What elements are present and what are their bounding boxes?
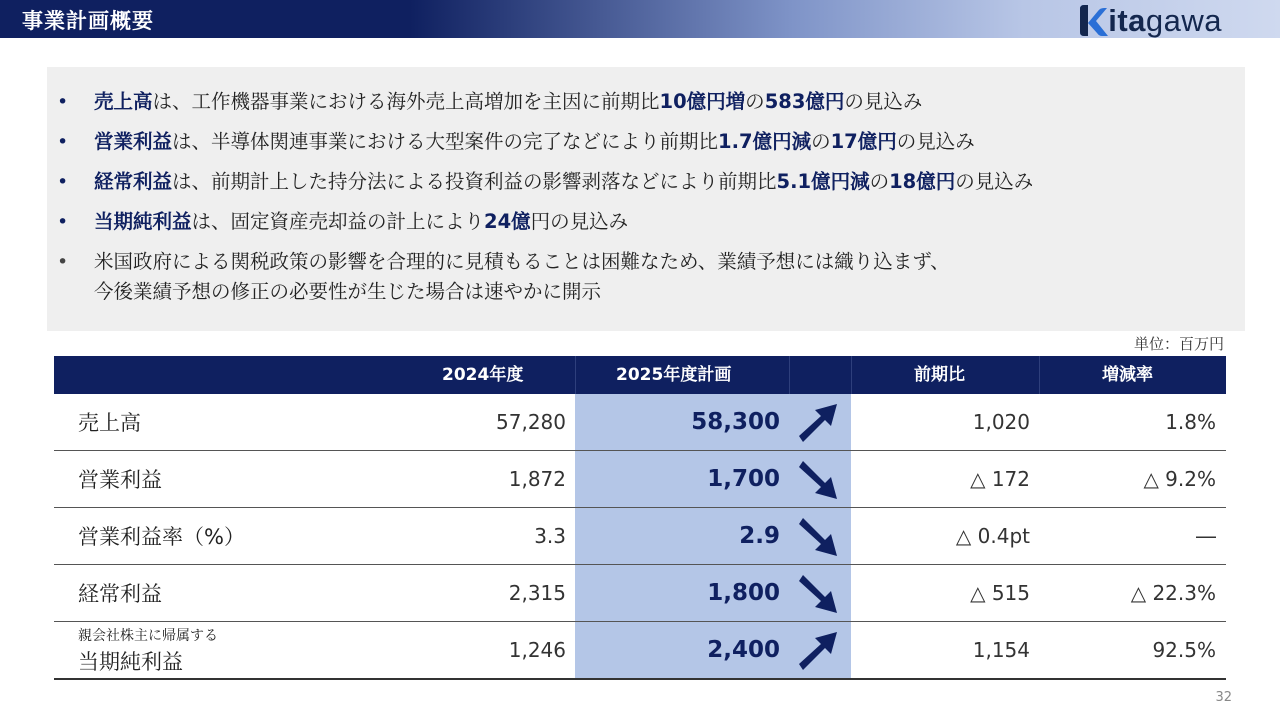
bullet-icon: • xyxy=(57,211,69,233)
value-2024: 1,246 xyxy=(508,638,566,662)
value-prev-year-diff: 1,154 xyxy=(972,638,1030,662)
value-2025-plan: 2.9 xyxy=(739,523,780,549)
header-2024: 2024年度 xyxy=(442,365,524,385)
summary-highlight: 営業利益 xyxy=(94,130,173,153)
summary-highlight: 売上高 xyxy=(94,90,153,113)
header-2025-plan: 2025年度計画 xyxy=(616,365,732,385)
row-label: 経常利益 xyxy=(78,582,162,606)
value-2025-plan: 1,800 xyxy=(707,580,780,606)
value-prev-year-diff: 1,020 xyxy=(972,410,1030,434)
row-label: 当期純利益 xyxy=(78,650,183,674)
value-2025-plan: 58,300 xyxy=(691,409,780,435)
company-logo xyxy=(1076,0,1222,42)
summary-text: は、固定資産売却益の計上により xyxy=(191,210,485,233)
table-row xyxy=(54,565,1226,622)
summary-text: の見込み xyxy=(955,170,1034,193)
summary-highlight: 17億円 xyxy=(830,130,897,153)
summary-text: は、前期計上した持分法による投資利益の影響剥落などにより前期比 xyxy=(172,170,777,193)
table-row xyxy=(54,394,1226,451)
unit-label: 単位：百万円 xyxy=(1133,335,1224,353)
row-label: 営業利益率（%） xyxy=(78,525,245,549)
value-2024: 57,280 xyxy=(496,410,566,434)
table-row xyxy=(54,622,1226,680)
forecast-table xyxy=(54,356,1226,680)
value-2024: 2,315 xyxy=(508,581,566,605)
value-change-rate: ― xyxy=(1196,524,1216,548)
summary-highlight: 当期純利益 xyxy=(94,210,192,233)
summary-highlight: 5.1億円減 xyxy=(776,170,870,193)
summary-highlight: 18億円 xyxy=(889,170,956,193)
trend-down-arrow-icon xyxy=(794,514,842,560)
header-divider xyxy=(1039,356,1040,394)
table-header xyxy=(54,356,1226,394)
table-body xyxy=(54,394,1226,680)
value-change-rate: 92.5% xyxy=(1152,638,1216,662)
page-number: 32 xyxy=(1215,690,1232,705)
note-line-1: 米国政府による関税政策の影響を合理的に見積もることは困難なため、業績予想には織り込まず、 xyxy=(94,250,950,273)
summary-note xyxy=(57,247,1237,307)
value-change-rate: 1.8% xyxy=(1165,410,1216,434)
bullet-icon: • xyxy=(57,131,69,153)
row-label: 売上高 xyxy=(78,411,141,435)
summary-item xyxy=(57,127,1237,157)
value-change-rate: △ 9.2% xyxy=(1143,467,1216,491)
value-prev-year-diff: △ 172 xyxy=(970,467,1030,491)
header-bar xyxy=(0,0,1280,38)
value-prev-year-diff: △ 0.4pt xyxy=(955,524,1030,548)
value-2024: 1,872 xyxy=(508,467,566,491)
summary-highlight: 経常利益 xyxy=(94,170,173,193)
bullet-icon: • xyxy=(57,91,69,113)
header-change-rate: 増減率 xyxy=(1102,365,1153,385)
table-row xyxy=(54,451,1226,508)
value-2025-plan: 1,700 xyxy=(707,466,780,492)
trend-up-arrow-icon xyxy=(794,400,842,446)
row-label: 営業利益 xyxy=(78,468,162,492)
value-prev-year-diff: △ 515 xyxy=(970,581,1030,605)
bullet-icon: • xyxy=(57,251,69,273)
table-row xyxy=(54,508,1226,565)
value-2024: 3.3 xyxy=(534,524,566,548)
header-divider xyxy=(851,356,852,394)
value-change-rate: △ 22.3% xyxy=(1130,581,1216,605)
row-sublabel: 親会社株主に帰属する xyxy=(78,628,218,644)
summary-list xyxy=(57,87,1237,317)
summary-box xyxy=(47,67,1245,331)
trend-down-arrow-icon xyxy=(794,457,842,503)
summary-highlight: 10億円増 xyxy=(659,90,746,113)
note-line-2: 今後業績予想の修正の必要性が生じた場合は速やかに開示 xyxy=(94,280,602,303)
header-divider xyxy=(575,356,576,394)
page-title: 事業計画概要 xyxy=(22,9,154,33)
logo-k-icon xyxy=(1076,3,1110,39)
summary-text: は、工作機器事業における海外売上高増加を主因に前期比 xyxy=(152,90,660,113)
summary-item xyxy=(57,207,1237,237)
summary-text: は、半導体関連事業における大型案件の完了などにより前期比 xyxy=(172,130,719,153)
logo-wordmark: itagawa xyxy=(1108,3,1222,38)
bullet-icon: • xyxy=(57,171,69,193)
summary-highlight: 583億円 xyxy=(764,90,845,113)
summary-highlight: 1.7億円減 xyxy=(718,130,812,153)
trend-down-arrow-icon xyxy=(794,571,842,617)
summary-item xyxy=(57,167,1237,197)
summary-highlight: 24億 xyxy=(484,210,531,233)
summary-text: の見込み xyxy=(844,90,923,113)
value-2025-plan: 2,400 xyxy=(707,637,780,663)
summary-text: の xyxy=(745,90,765,113)
header-prev-year: 前期比 xyxy=(914,365,965,385)
summary-text: の見込み xyxy=(896,130,975,153)
summary-text: の xyxy=(869,170,890,193)
summary-text: の xyxy=(811,130,831,153)
summary-text: 円の見込み xyxy=(530,210,629,233)
trend-up-arrow-icon xyxy=(794,628,842,674)
summary-item xyxy=(57,87,1237,117)
header-divider xyxy=(789,356,790,394)
